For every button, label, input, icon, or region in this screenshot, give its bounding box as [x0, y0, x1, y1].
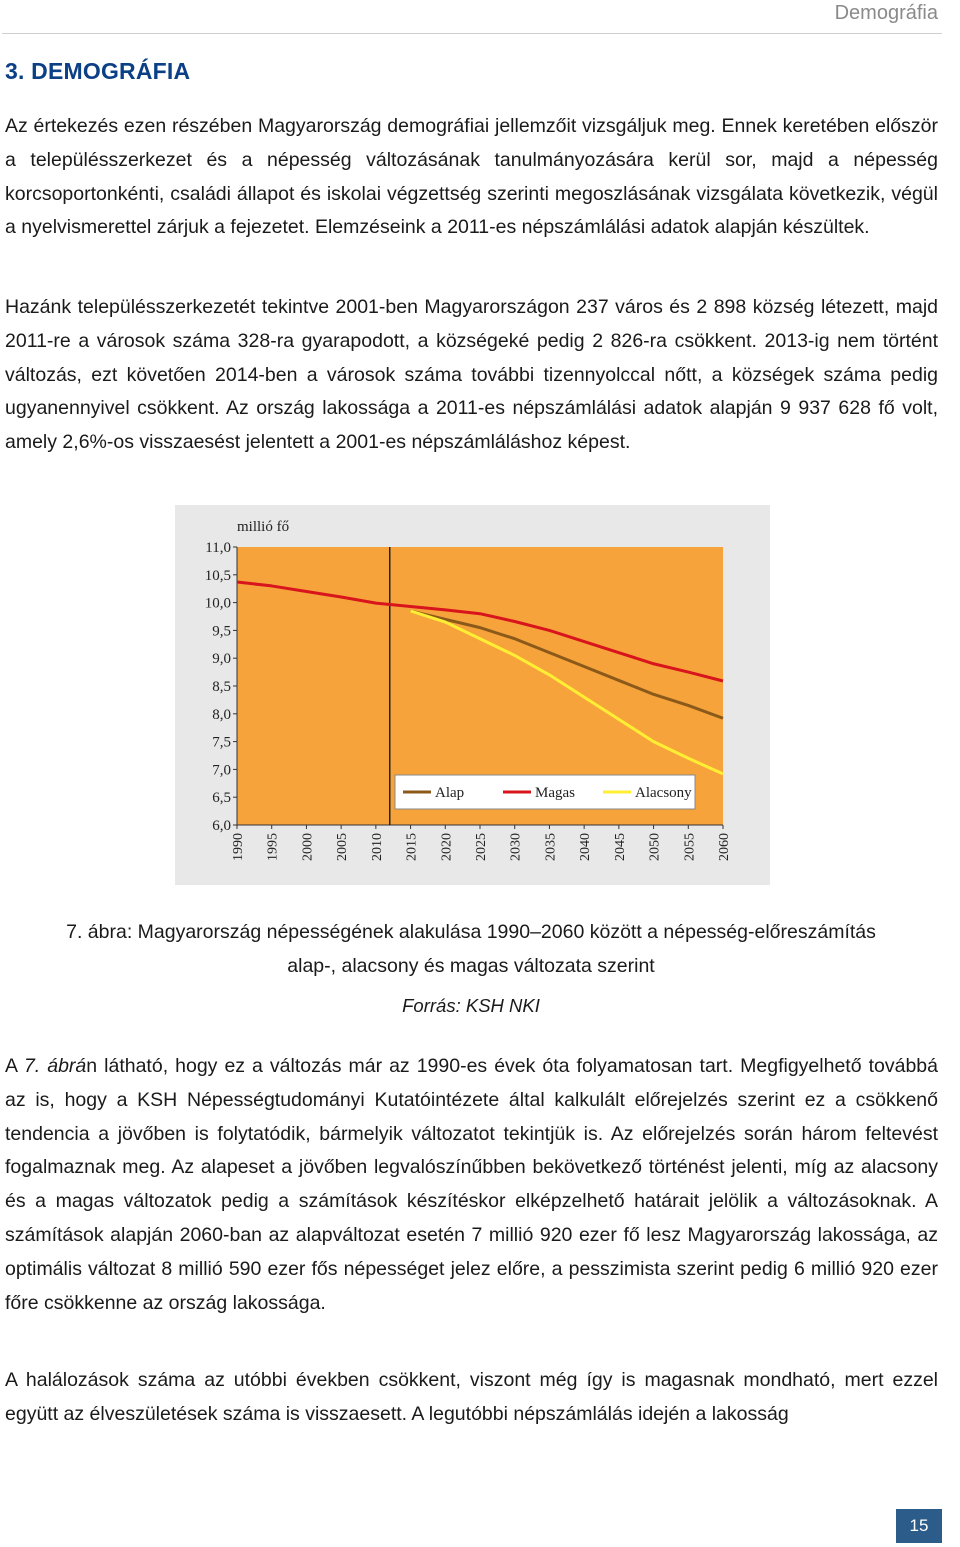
y-tick-label: 10,0	[204, 595, 231, 612]
chart-canvas	[175, 505, 770, 885]
x-tick-label: 2055	[682, 833, 698, 861]
figure-caption	[0, 915, 942, 983]
page-number: 15	[896, 1509, 942, 1543]
y-tick-label: 9,0	[212, 651, 231, 668]
x-tick-label: 2015	[404, 833, 420, 861]
x-tick-label: 2035	[543, 833, 559, 861]
y-tick-label: 6,5	[212, 790, 231, 807]
figure-source: Forrás: KSH NKI	[402, 995, 540, 1016]
x-tick-label: 2020	[439, 833, 455, 861]
y-axis-label: millió fő	[237, 519, 290, 535]
legend-label-alap: Alap	[435, 785, 465, 801]
settlement-paragraph: Hazánk településszerkezetét tekintve 2001-ben Magyarországon 237 város és 2 898 község létezett, majd 2011-re a városok száma 328-ra gyarapodott, a községeké pedig 2 826-ra csökkent. 2013-ig nem történt változás, ezt követően 2014-ben a városok száma további tizennyolccal nőtt, a községek száma pedig ugyanennyivel csökkent. Az ország lakossága a 2011-es népszámlálási adatok alapján 9 937 628 fő volt, amely 2,6%-os visszaesést jelentett a 2001-es népszámláláshoz képest.	[5, 296, 938, 454]
running-header: Demográfia	[834, 2, 938, 24]
y-tick-label: 6,0	[212, 818, 231, 834]
y-tick-label: 11,0	[205, 540, 231, 556]
forecast-paragraph	[5, 1050, 938, 1320]
x-tick-label: 2030	[508, 833, 524, 861]
header-divider	[2, 33, 942, 34]
caption-line-1: 7. ábra: Magyarország népességének alakulása 1990–2060 között a népesség-előreszámítás	[66, 921, 876, 943]
x-tick-label: 2045	[612, 833, 628, 861]
y-tick-label: 9,5	[212, 623, 231, 640]
x-tick-label: 1990	[231, 833, 246, 861]
paragraph-text-start: A	[5, 1055, 24, 1077]
legend-label-alacsony: Alacsony	[635, 785, 692, 801]
y-tick-label: 7,0	[212, 762, 231, 779]
caption-line-2: alap-, alacsony és magas változata szerint	[287, 955, 655, 977]
x-tick-label: 2000	[300, 833, 316, 861]
x-tick-label: 2040	[578, 833, 594, 861]
y-tick-label: 8,0	[212, 706, 231, 723]
x-tick-label: 2025	[474, 833, 489, 861]
figure-reference: 7. ábrá	[23, 1055, 87, 1077]
x-tick-label: 2005	[335, 833, 351, 861]
population-chart	[175, 505, 770, 885]
x-tick-label: 2060	[717, 833, 732, 861]
intro-paragraph: Az értekezés ezen részében Magyarország demográfiai jellemzőit vizsgáljuk meg. Ennek keretében először a településszerkezet és a népesség változásának tanulmányozására kerül sor, majd a népesség korcsoportonkénti, családi állapot és iskolai végzettség szerinti megoszlásának vizsgálata következik, végül a nyelvismerettel zárjuk a fejezetet. Elemzéseink a 2011-es népszámlálási adatok alapján készültek.	[5, 115, 938, 239]
section-title: 3. DEMOGRÁFIA	[5, 58, 191, 84]
x-tick-label: 2010	[369, 833, 385, 861]
y-tick-label: 10,5	[204, 567, 231, 584]
paragraph-text-rest: n látható, hogy ez a változás már az 1990-es évek óta folyamatosan tart. Megfigyelhető továbbá az is, hogy a KSH Népességtudományi Kutatóintézete által kalkulált előrejelzés szerint ez a csökkenő tendencia a jövőben is folytatódik, bármelyik változatot tekintjük is. Az előrejelzés során három feltevést fogalmaznak meg. Az alapeset a jövőben legvalószínűbben bekövetkező történést jelenti, míg az alacsony és a magas változatok pedig a számítások készítéskor elképzelhető határait jelölik a változásoknak. A számítások alapján 2060-ban az alapváltozat esetén 7 millió 920 ezer fő lesz Magyarország lakossága, az optimális változat 8 millió 590 ezer fős népességet jelez előre, a pesszimista szerint pedig 6 millió 920 ezer főre csökkenne az ország lakossága.	[5, 1055, 938, 1314]
x-tick-label: 2050	[647, 833, 663, 861]
y-tick-label: 8,5	[212, 679, 231, 695]
x-tick-label: 1995	[265, 833, 281, 861]
legend-label-magas: Magas	[535, 785, 575, 801]
y-tick-label: 7,5	[212, 734, 231, 751]
mortality-paragraph: A halálozások száma az utóbbi években csökkent, viszont még így is magasnak mondható, mert ezzel együtt az élveszületések száma is visszaesett. A legutóbbi népszámlálás idején a lakosság	[5, 1369, 938, 1425]
